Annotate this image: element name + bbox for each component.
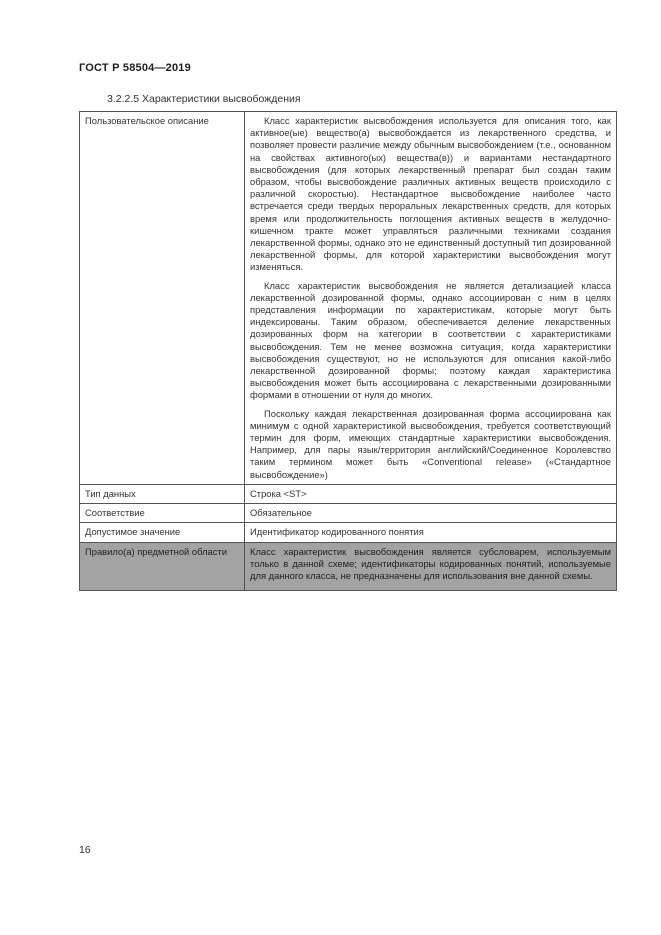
table-row [80,484,617,503]
attribute-spec-table [79,111,617,591]
row-label: Правило(а) предметной области [80,542,245,591]
description-paragraph: Класс характеристик высвобождения используется для описания того, как активное(ые) вещество(а) высвобождается из лекарственного средства, и позволяет провести различие между обычным высвобождением (т.е., основанном на свойствах активного(ых) вещества(в)) и вариантами нестандартного высвобождения (для которых лекарственный препарат был создан таким образом, чтобы высвобождение различных активных веществ происходило с различной скоростью). Нестандартное высвобождение наиболее часто встречается среди твердых пероральных лекарственных средств, для которых время или продолжительность поглощения активных веществ в желудочно-кишечном тракте может управляться различными техниками создания лекарственной формы, однако это не единственный доступный тип дозированной лекарственной формы, для которой характеристики высвобождения могут изменяться. [250,115,611,273]
table-row [80,112,617,485]
row-value: Идентификатор кодированного понятия [245,523,617,542]
description-paragraph: Поскольку каждая лекарственная дозированная форма ассоциирована как минимум с одной характеристикой высвобождения, требуется соответствующий термин для форм, имеющих стандартные характеристики высвобождения. Например, для пары язык/территория английский/Соединенное Королевство таким термином может быть «Conventional release» («Стандартное высвобождение») [250,407,611,480]
row-label: Пользовательское описание [80,112,245,485]
section-title: 3.2.2.5 Характеристики высвобождения [107,93,301,105]
row-value: Обязательное [245,504,617,523]
page-number: 16 [79,844,91,856]
table-row [80,523,617,542]
row-value [245,112,617,485]
row-value: Строка <ST> [245,484,617,503]
row-label: Допустимое значение [80,523,245,542]
table-row [80,504,617,523]
document-standard-code: ГОСТ Р 58504—2019 [79,62,191,74]
row-value: Класс характеристик высвобождения является субсловарем, используемым только в данной схеме; идентификаторы кодированных понятий, используемые для данного класса, не предназначены для использования вне данной схемы. [245,542,617,591]
table-row-shaded [80,542,617,591]
description-paragraph: Класс характеристик высвобождения не является детализацией класса лекарственной дозированной формы, однако ассоциирован с ним в целях представления информации по характеристикам, которые могут быть индексированы. Таким образом, обеспечивается деление лекарственных дозированных форм на категории в соответствии с характеристиками высвобождения. Тем не менее возможна ситуация, когда характеристики высвобождения существуют, но не используются для описания какой-либо лекарственной дозированной формы; поэтому каждая характеристика высвобождения может быть ассоциирована с лекарственными дозированными формами в отношении от нуля до многих. [250,279,611,401]
row-label: Тип данных [80,484,245,503]
row-label: Соответствие [80,504,245,523]
